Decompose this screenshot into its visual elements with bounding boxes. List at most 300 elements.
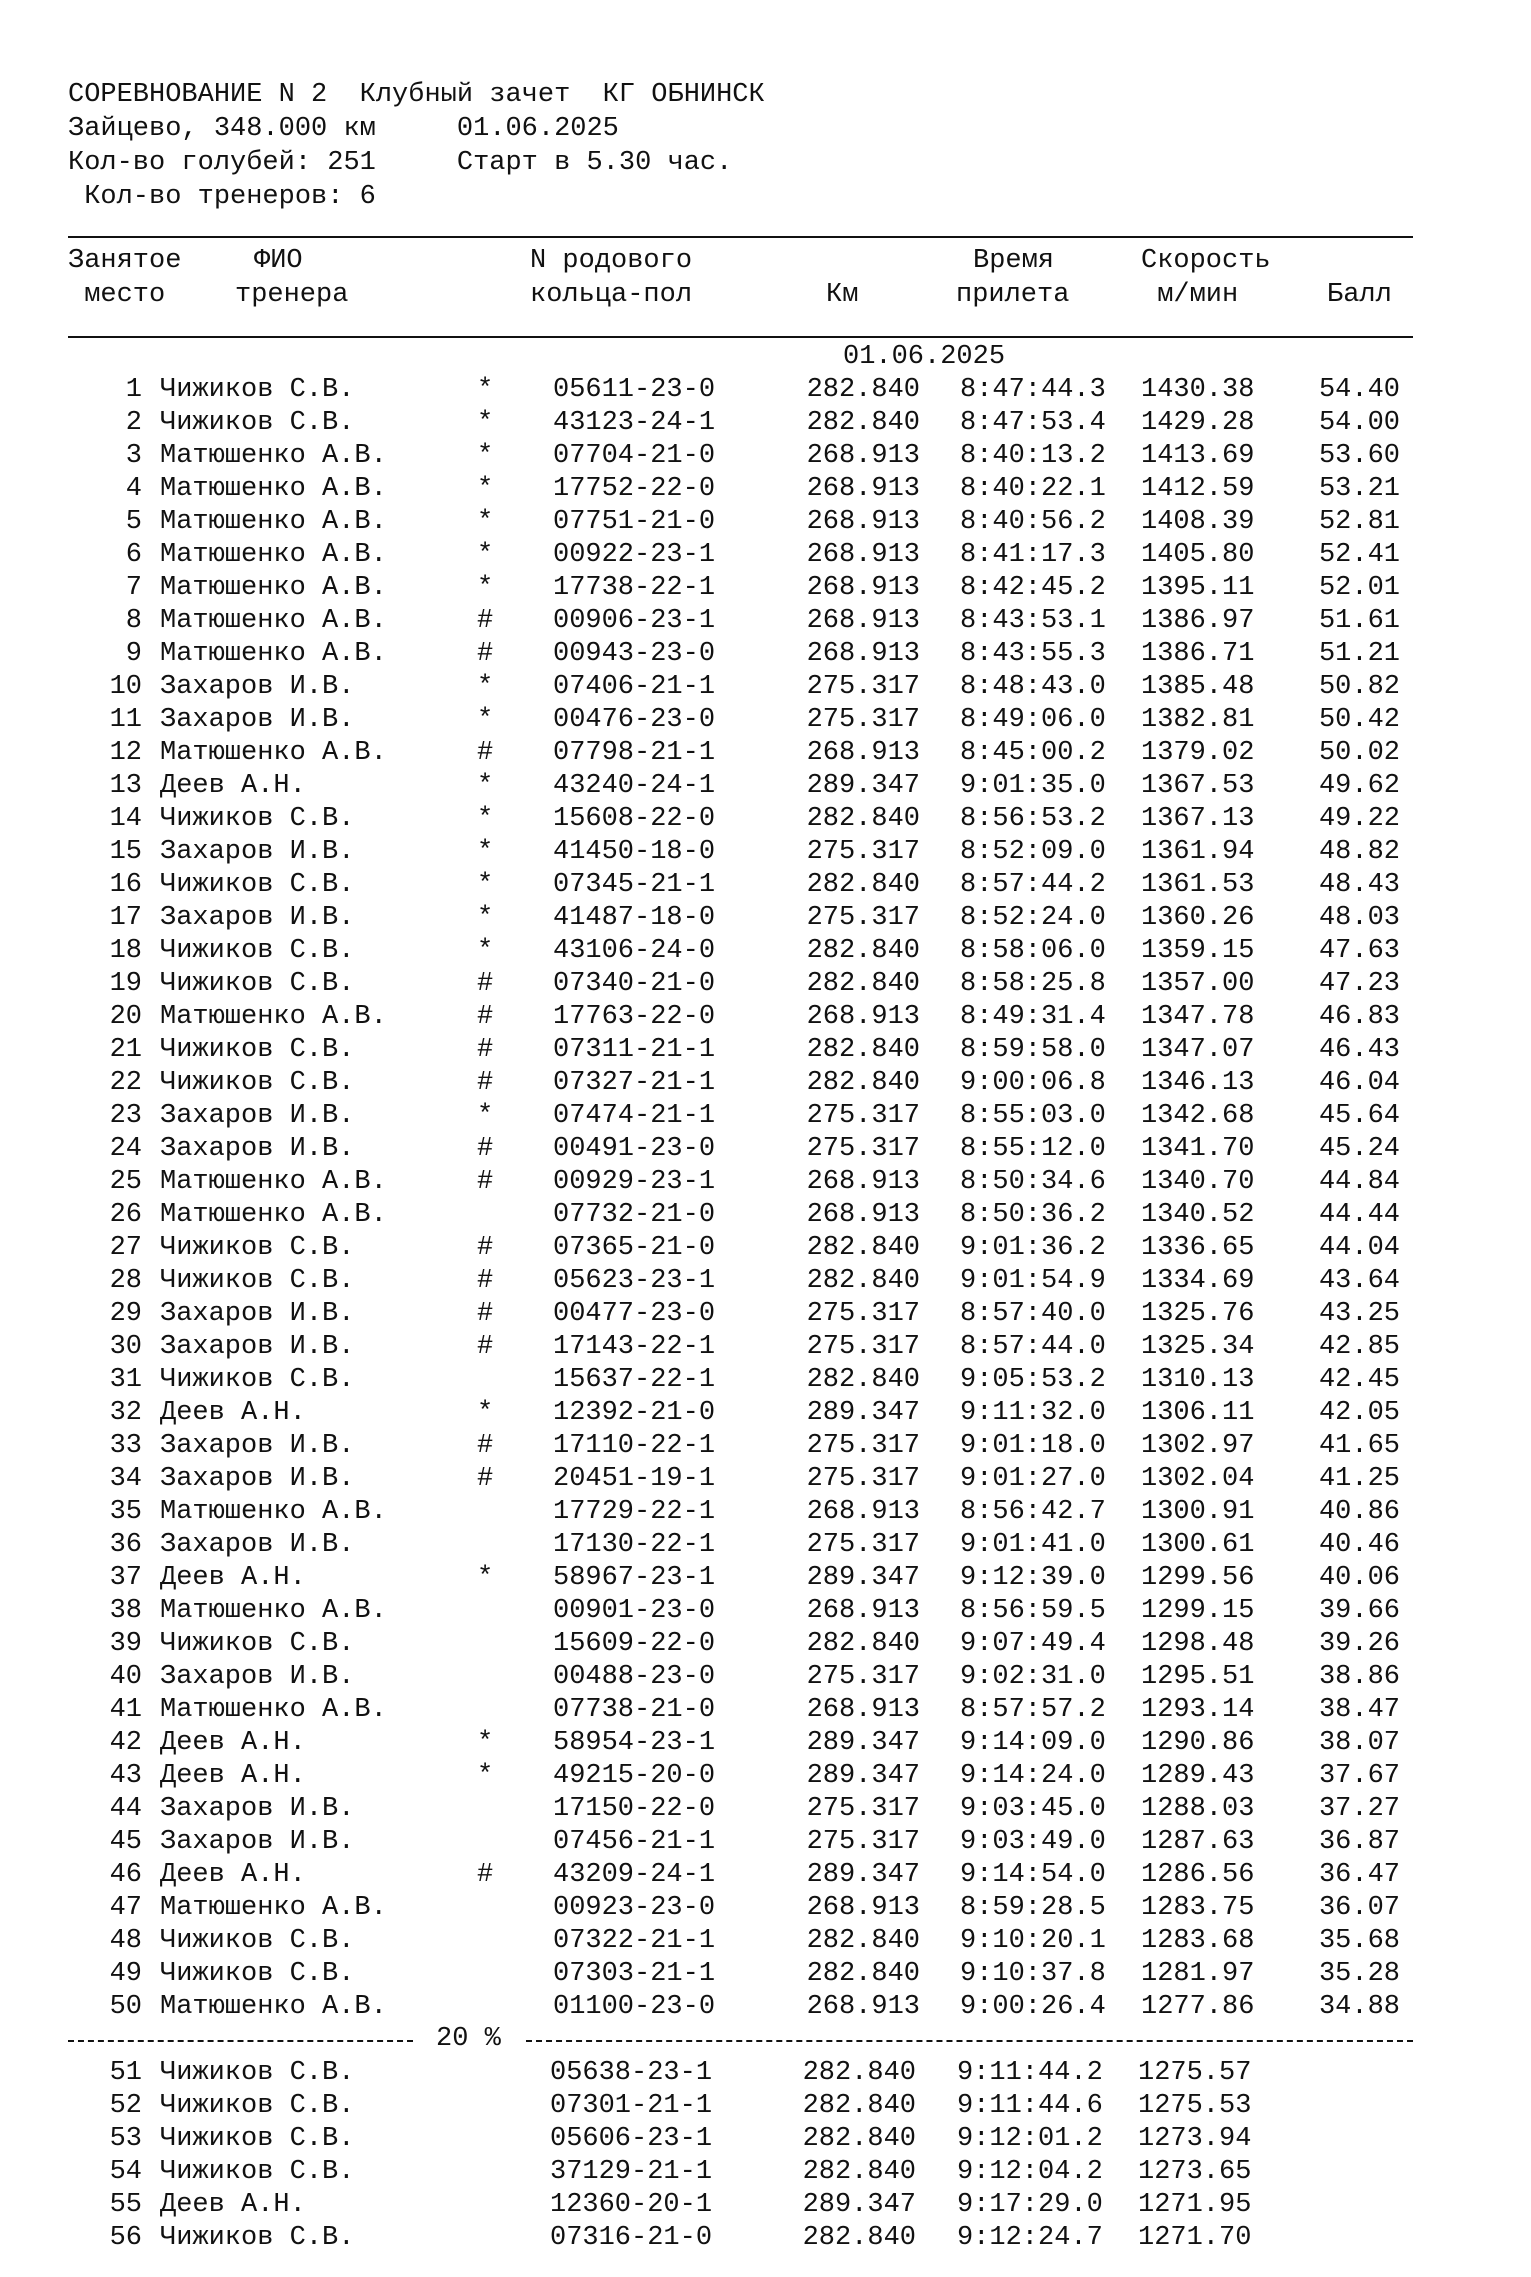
divider-right: [526, 2040, 1413, 2042]
row-mark: #: [477, 639, 494, 669]
row-trainer: Деев А.Н.: [160, 1398, 306, 1428]
row-time: 8:47:53.4: [960, 408, 1106, 438]
row-time: 8:49:06.0: [960, 705, 1106, 735]
row-speed: 1386.97: [1141, 606, 1255, 636]
row-km: 282.840: [806, 375, 920, 405]
row-score: 53.60: [1318, 441, 1400, 471]
row-time: 8:48:43.0: [960, 672, 1106, 702]
row-trainer: Матюшенко А.В.: [160, 1893, 387, 1923]
row-time: 8:52:09.0: [960, 837, 1106, 867]
row-place: 41: [109, 1695, 142, 1725]
row-ring: 43123-24-1: [553, 408, 716, 438]
row-ring: 07732-21-0: [553, 1200, 716, 1230]
row-km: 275.317: [806, 705, 920, 735]
row-score: 43.64: [1318, 1266, 1400, 1296]
row-time: 9:14:54.0: [960, 1860, 1106, 1890]
row-speed: 1306.11: [1141, 1398, 1255, 1428]
row-km: 282.840: [806, 1926, 920, 1956]
table-row: [0, 1694, 1531, 1727]
row-speed: 1273.65: [1138, 2157, 1252, 2187]
row-ring: 15609-22-0: [553, 1629, 716, 1659]
row-mark: *: [477, 507, 494, 537]
row-place: 54: [109, 2157, 142, 2187]
row-ring: 07340-21-0: [553, 969, 716, 999]
row-km: 268.913: [806, 1200, 920, 1230]
row-time: 9:07:49.4: [960, 1629, 1106, 1659]
row-ring: 07738-21-0: [553, 1695, 716, 1725]
row-place: 1: [125, 375, 142, 405]
row-place: 47: [109, 1893, 142, 1923]
table-row: [0, 902, 1531, 935]
row-time: 9:12:01.2: [957, 2124, 1103, 2154]
row-score: 51.61: [1318, 606, 1400, 636]
row-ring: 07316-21-0: [550, 2223, 713, 2253]
row-place: 32: [109, 1398, 142, 1428]
row-speed: 1367.53: [1141, 771, 1255, 801]
table-row: [0, 2123, 1531, 2156]
row-km: 282.840: [806, 804, 920, 834]
row-ring: 07311-21-1: [553, 1035, 716, 1065]
row-mark: *: [477, 540, 494, 570]
row-ring: 00922-23-1: [553, 540, 716, 570]
row-km: 289.347: [806, 1860, 920, 1890]
row-place: 22: [109, 1068, 142, 1098]
row-time: 8:56:59.5: [960, 1596, 1106, 1626]
row-ring: 00923-23-0: [553, 1893, 716, 1923]
row-trainer: Матюшенко А.В.: [160, 1596, 387, 1626]
row-km: 275.317: [806, 1827, 920, 1857]
row-speed: 1379.02: [1141, 738, 1255, 768]
row-trainer: Чижиков С.В.: [160, 1035, 355, 1065]
row-ring: 07751-21-0: [553, 507, 716, 537]
pigeon-count-start: Кол-во голубей: 251 Старт в 5.30 час.: [68, 148, 733, 178]
col-time-header-2: прилета: [956, 280, 1070, 310]
row-trainer: Чижиков С.В.: [160, 1926, 355, 1956]
row-km: 268.913: [806, 1167, 920, 1197]
row-place: 7: [125, 573, 142, 603]
row-mark: *: [477, 408, 494, 438]
row-speed: 1286.56: [1141, 1860, 1255, 1890]
row-km: 268.913: [806, 606, 920, 636]
row-score: 54.00: [1318, 408, 1400, 438]
table-row: [0, 1628, 1531, 1661]
row-time: 8:56:42.7: [960, 1497, 1106, 1527]
row-trainer: Матюшенко А.В.: [160, 1695, 387, 1725]
row-trainer: Чижиков С.В.: [160, 1365, 355, 1395]
row-time: 9:12:04.2: [957, 2157, 1103, 2187]
row-km: 268.913: [806, 540, 920, 570]
row-trainer: Чижиков С.В.: [160, 969, 355, 999]
location-date: Зайцево, 348.000 км 01.06.2025: [68, 114, 619, 144]
col-time-header-1: Время: [973, 246, 1055, 276]
row-ring: 41450-18-0: [553, 837, 716, 867]
table-row: [0, 506, 1531, 539]
row-time: 8:40:22.1: [960, 474, 1106, 504]
table-row: [0, 1760, 1531, 1793]
row-km: 282.840: [806, 408, 920, 438]
row-trainer: Чижиков С.В.: [160, 2157, 355, 2187]
row-speed: 1359.15: [1141, 936, 1255, 966]
table-row: [0, 1793, 1531, 1826]
divider-label: 20 %: [436, 2024, 501, 2054]
row-km: 282.840: [806, 969, 920, 999]
row-score: 50.82: [1318, 672, 1400, 702]
row-km: 268.913: [806, 1992, 920, 2022]
row-trainer: Деев А.Н.: [160, 771, 306, 801]
row-trainer: Матюшенко А.В.: [160, 738, 387, 768]
row-mark: *: [477, 1101, 494, 1131]
row-time: 9:11:44.6: [957, 2091, 1103, 2121]
table-row: [0, 1331, 1531, 1364]
table-row: [0, 1232, 1531, 1265]
row-mark: *: [477, 474, 494, 504]
row-score: 35.68: [1318, 1926, 1400, 1956]
row-score: 37.27: [1318, 1794, 1400, 1824]
row-place: 6: [125, 540, 142, 570]
row-place: 9: [125, 639, 142, 669]
row-ring: 07365-21-0: [553, 1233, 716, 1263]
row-time: 8:57:40.0: [960, 1299, 1106, 1329]
table-row: [0, 1991, 1531, 2024]
row-score: 36.47: [1318, 1860, 1400, 1890]
row-time: 9:14:24.0: [960, 1761, 1106, 1791]
row-speed: 1290.86: [1141, 1728, 1255, 1758]
table-row: [0, 1001, 1531, 1034]
row-speed: 1289.43: [1141, 1761, 1255, 1791]
divider-left: [68, 2040, 413, 2042]
row-place: 18: [109, 936, 142, 966]
row-score: 40.86: [1318, 1497, 1400, 1527]
row-speed: 1360.26: [1141, 903, 1255, 933]
row-score: 47.23: [1318, 969, 1400, 999]
row-km: 268.913: [806, 639, 920, 669]
row-score: 42.45: [1318, 1365, 1400, 1395]
row-trainer: Матюшенко А.В.: [160, 1002, 387, 1032]
row-place: 2: [125, 408, 142, 438]
row-ring: 58954-23-1: [553, 1728, 716, 1758]
row-km: 275.317: [806, 672, 920, 702]
row-trainer: Матюшенко А.В.: [160, 606, 387, 636]
row-ring: 00943-23-0: [553, 639, 716, 669]
row-trainer: Захаров И.В.: [160, 672, 355, 702]
row-score: 41.65: [1318, 1431, 1400, 1461]
row-speed: 1293.14: [1141, 1695, 1255, 1725]
row-mark: #: [477, 969, 494, 999]
row-mark: *: [477, 870, 494, 900]
row-speed: 1341.70: [1141, 1134, 1255, 1164]
col-ring-header-2: кольца-пол: [530, 280, 693, 310]
row-km: 282.840: [806, 1035, 920, 1065]
row-speed: 1408.39: [1141, 507, 1255, 537]
row-mark: *: [477, 672, 494, 702]
row-speed: 1281.97: [1141, 1959, 1255, 1989]
row-score: 41.25: [1318, 1464, 1400, 1494]
row-ring: 07345-21-1: [553, 870, 716, 900]
row-time: 9:05:53.2: [960, 1365, 1106, 1395]
row-mark: #: [477, 1431, 494, 1461]
row-ring: 00906-23-1: [553, 606, 716, 636]
row-speed: 1275.53: [1138, 2091, 1252, 2121]
row-score: 44.44: [1318, 1200, 1400, 1230]
row-speed: 1300.91: [1141, 1497, 1255, 1527]
table-row: [0, 1463, 1531, 1496]
row-km: 275.317: [806, 903, 920, 933]
row-km: 275.317: [806, 1332, 920, 1362]
row-time: 8:57:57.2: [960, 1695, 1106, 1725]
row-score: 44.04: [1318, 1233, 1400, 1263]
row-score: 49.22: [1318, 804, 1400, 834]
row-ring: 43240-24-1: [553, 771, 716, 801]
row-speed: 1346.13: [1141, 1068, 1255, 1098]
row-mark: #: [477, 1332, 494, 1362]
row-speed: 1347.07: [1141, 1035, 1255, 1065]
row-place: 8: [125, 606, 142, 636]
row-ring: 07301-21-1: [550, 2091, 713, 2121]
row-trainer: Деев А.Н.: [160, 1728, 306, 1758]
table-row: [0, 539, 1531, 572]
row-speed: 1412.59: [1141, 474, 1255, 504]
row-time: 9:10:37.8: [960, 1959, 1106, 1989]
table-row: [0, 1529, 1531, 1562]
row-ring: 12360-20-1: [550, 2190, 713, 2220]
row-time: 9:01:35.0: [960, 771, 1106, 801]
row-place: 31: [109, 1365, 142, 1395]
row-trainer: Матюшенко А.В.: [160, 1200, 387, 1230]
table-row: [0, 1958, 1531, 1991]
row-km: 289.347: [806, 771, 920, 801]
row-score: 38.47: [1318, 1695, 1400, 1725]
row-speed: 1429.28: [1141, 408, 1255, 438]
table-row: [0, 1133, 1531, 1166]
row-ring: 07704-21-0: [553, 441, 716, 471]
row-ring: 17763-22-0: [553, 1002, 716, 1032]
row-trainer: Чижиков С.В.: [160, 936, 355, 966]
row-trainer: Чижиков С.В.: [160, 1959, 355, 1989]
row-trainer: Матюшенко А.В.: [160, 441, 387, 471]
row-mark: *: [477, 771, 494, 801]
row-time: 8:56:53.2: [960, 804, 1106, 834]
row-ring: 37129-21-1: [550, 2157, 713, 2187]
row-trainer: Захаров И.В.: [160, 1464, 355, 1494]
row-mark: *: [477, 441, 494, 471]
row-speed: 1395.11: [1141, 573, 1255, 603]
table-row: [0, 1166, 1531, 1199]
row-km: 275.317: [806, 1101, 920, 1131]
row-km: 268.913: [806, 441, 920, 471]
row-km: 282.840: [806, 870, 920, 900]
row-speed: 1302.04: [1141, 1464, 1255, 1494]
row-speed: 1325.76: [1141, 1299, 1255, 1329]
row-trainer: Захаров И.В.: [160, 1134, 355, 1164]
row-time: 9:03:49.0: [960, 1827, 1106, 1857]
row-speed: 1295.51: [1141, 1662, 1255, 1692]
row-mark: #: [477, 1299, 494, 1329]
row-ring: 17143-22-1: [553, 1332, 716, 1362]
row-time: 8:43:55.3: [960, 639, 1106, 669]
row-speed: 1283.75: [1141, 1893, 1255, 1923]
row-time: 9:01:41.0: [960, 1530, 1106, 1560]
table-row: [0, 1397, 1531, 1430]
row-km: 289.347: [806, 1398, 920, 1428]
row-score: 38.86: [1318, 1662, 1400, 1692]
row-score: 35.28: [1318, 1959, 1400, 1989]
row-ring: 17130-22-1: [553, 1530, 716, 1560]
row-mark: *: [477, 903, 494, 933]
table-row: [0, 605, 1531, 638]
row-mark: *: [477, 936, 494, 966]
row-km: 282.840: [806, 1233, 920, 1263]
row-place: 37: [109, 1563, 142, 1593]
row-place: 4: [125, 474, 142, 504]
row-speed: 1385.48: [1141, 672, 1255, 702]
row-km: 275.317: [806, 1662, 920, 1692]
col-speed-header-1: Скорость: [1141, 246, 1271, 276]
row-trainer: Чижиков С.В.: [160, 1233, 355, 1263]
table-row: [0, 2057, 1531, 2090]
row-place: 21: [109, 1035, 142, 1065]
row-place: 24: [109, 1134, 142, 1164]
row-score: 44.84: [1318, 1167, 1400, 1197]
row-km: 282.840: [806, 1068, 920, 1098]
row-place: 17: [109, 903, 142, 933]
table-row: [0, 572, 1531, 605]
row-time: 8:40:56.2: [960, 507, 1106, 537]
row-place: 38: [109, 1596, 142, 1626]
row-km: 282.840: [806, 936, 920, 966]
row-score: 36.07: [1318, 1893, 1400, 1923]
table-row: [0, 1496, 1531, 1529]
row-score: 40.46: [1318, 1530, 1400, 1560]
row-place: 30: [109, 1332, 142, 1362]
row-mark: *: [477, 804, 494, 834]
row-km: 275.317: [806, 837, 920, 867]
table-row: [0, 770, 1531, 803]
row-ring: 07406-21-1: [553, 672, 716, 702]
row-place: 27: [109, 1233, 142, 1263]
row-score: 36.87: [1318, 1827, 1400, 1857]
row-place: 53: [109, 2124, 142, 2154]
row-score: 34.88: [1318, 1992, 1400, 2022]
table-row: [0, 638, 1531, 671]
competition-title: СОРЕВНОВАНИЕ N 2 Клубный зачет КГ ОБНИНСК: [68, 80, 765, 110]
table-row: [0, 836, 1531, 869]
row-km: 282.840: [802, 2124, 916, 2154]
row-time: 9:10:20.1: [960, 1926, 1106, 1956]
row-time: 8:55:03.0: [960, 1101, 1106, 1131]
row-km: 282.840: [806, 1629, 920, 1659]
row-ring: 43106-24-0: [553, 936, 716, 966]
row-score: 42.85: [1318, 1332, 1400, 1362]
row-time: 9:12:39.0: [960, 1563, 1106, 1593]
row-time: 9:03:45.0: [960, 1794, 1106, 1824]
row-ring: 17729-22-1: [553, 1497, 716, 1527]
row-place: 10: [109, 672, 142, 702]
row-place: 43: [109, 1761, 142, 1791]
row-speed: 1271.70: [1138, 2223, 1252, 2253]
row-trainer: Захаров И.В.: [160, 1332, 355, 1362]
results-date: 01.06.2025: [843, 342, 1006, 372]
table-row: [0, 737, 1531, 770]
row-trainer: Захаров И.В.: [160, 1530, 355, 1560]
row-km: 282.840: [802, 2091, 916, 2121]
row-time: 8:42:45.2: [960, 573, 1106, 603]
row-km: 275.317: [806, 1464, 920, 1494]
row-trainer: Захаров И.В.: [160, 1794, 355, 1824]
row-place: 11: [109, 705, 142, 735]
row-score: 43.25: [1318, 1299, 1400, 1329]
row-mark: *: [477, 573, 494, 603]
row-km: 268.913: [806, 573, 920, 603]
row-ring: 17738-22-1: [553, 573, 716, 603]
row-mark: *: [477, 1563, 494, 1593]
row-place: 33: [109, 1431, 142, 1461]
row-trainer: Чижиков С.В.: [160, 375, 355, 405]
row-score: 51.21: [1318, 639, 1400, 669]
col-place-header-1: Занятое: [68, 246, 182, 276]
row-time: 8:40:13.2: [960, 441, 1106, 471]
row-mark: #: [477, 738, 494, 768]
row-place: 52: [109, 2091, 142, 2121]
row-trainer: Деев А.Н.: [160, 2190, 306, 2220]
row-speed: 1300.61: [1141, 1530, 1255, 1560]
table-row: [0, 869, 1531, 902]
row-trainer: Захаров И.В.: [160, 705, 355, 735]
row-km: 289.347: [802, 2190, 916, 2220]
row-speed: 1405.80: [1141, 540, 1255, 570]
row-score: 40.06: [1318, 1563, 1400, 1593]
row-time: 8:41:17.3: [960, 540, 1106, 570]
table-row: [0, 1265, 1531, 1298]
row-km: 268.913: [806, 738, 920, 768]
row-score: 52.01: [1318, 573, 1400, 603]
row-place: 25: [109, 1167, 142, 1197]
row-ring: 07322-21-1: [553, 1926, 716, 1956]
row-time: 8:59:58.0: [960, 1035, 1106, 1065]
row-trainer: Захаров И.В.: [160, 1662, 355, 1692]
row-score: 39.26: [1318, 1629, 1400, 1659]
row-km: 282.840: [806, 1266, 920, 1296]
row-score: 37.67: [1318, 1761, 1400, 1791]
row-km: 275.317: [806, 1431, 920, 1461]
row-speed: 1340.70: [1141, 1167, 1255, 1197]
row-ring: 07456-21-1: [553, 1827, 716, 1857]
table-row: [0, 803, 1531, 836]
row-score: 54.40: [1318, 375, 1400, 405]
row-time: 8:58:25.8: [960, 969, 1106, 999]
row-place: 16: [109, 870, 142, 900]
table-row: [0, 1925, 1531, 1958]
row-mark: #: [477, 1035, 494, 1065]
table-row: [0, 1859, 1531, 1892]
row-km: 275.317: [806, 1134, 920, 1164]
row-time: 9:14:09.0: [960, 1728, 1106, 1758]
row-trainer: Захаров И.В.: [160, 1299, 355, 1329]
row-mark: #: [477, 1068, 494, 1098]
row-trainer: Захаров И.В.: [160, 1101, 355, 1131]
row-ring: 17110-22-1: [553, 1431, 716, 1461]
row-speed: 1299.56: [1141, 1563, 1255, 1593]
header-rule-top: [68, 236, 1413, 238]
row-ring: 00491-23-0: [553, 1134, 716, 1164]
row-trainer: Чижиков С.В.: [160, 1068, 355, 1098]
table-row: [0, 1430, 1531, 1463]
row-mark: #: [477, 1167, 494, 1197]
row-ring: 05623-23-1: [553, 1266, 716, 1296]
row-place: 23: [109, 1101, 142, 1131]
col-km-header: Км: [826, 280, 859, 310]
row-km: 282.840: [802, 2058, 916, 2088]
row-place: 56: [109, 2223, 142, 2253]
